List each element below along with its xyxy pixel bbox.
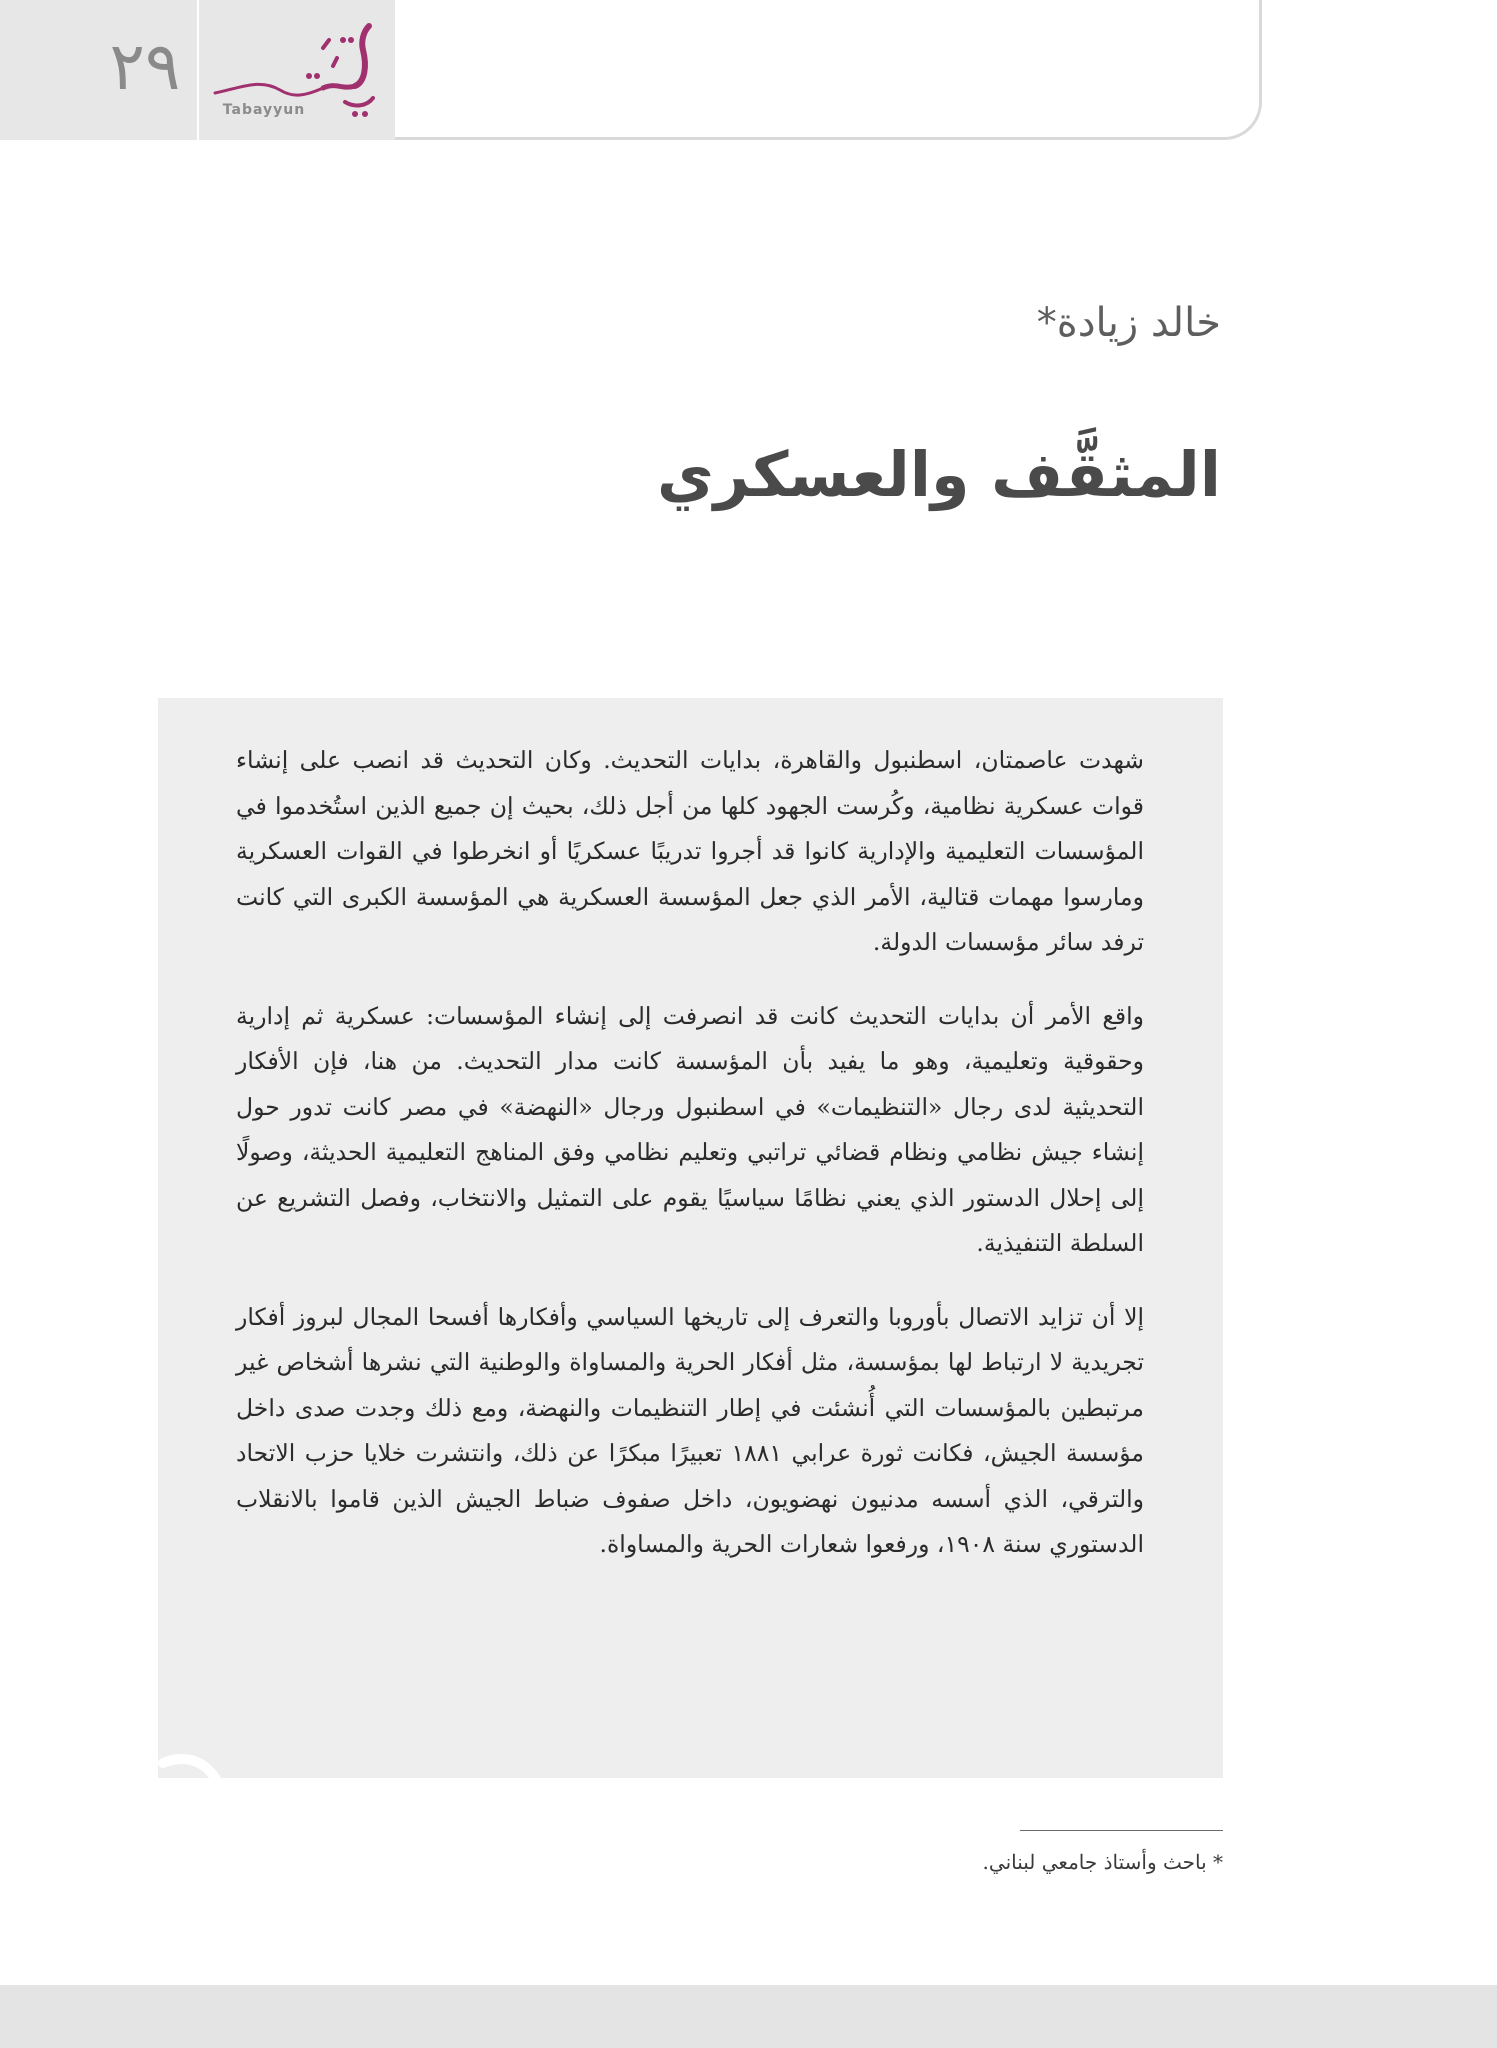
abstract-paragraph-2: واقع الأمر أن بدايات التحديث كانت قد انصرفت إلى إنشاء المؤسسات: عسكرية ثم إدارية وحقوقية وتعليمية، وهو ما يفيد بأن المؤسسة كانت مدار التحديث. من هنا، فإن الأفكار التحديثية لدى رجال «التنظيمات» في اسطنبول ورجال «النهضة» في مصر كانت تدور حول إنشاء جيش نظامي ونظام قضائي تراتبي وتعليم نظامي وفق المناهج التعليمية الحديثة، وصولًا إلى إحلال الدستور الذي يعني نظامًا سياسيًا يقوم على التمثيل والانتخاب، وفصل التشريع عن السلطة التنفيذية.	[236, 1001, 1144, 1257]
abstract-paragraph-1: شهدت عاصمتان، اسطنبول والقاهرة، بدايات التحديث. وكان التحديث قد انصب على إنشاء قوات عسكرية نظامية، وكُرست الجهود كلها من أجل ذلك، بحيث إن جميع الذين استُخدموا في المؤسسات التعليمية والإدارية كانوا قد أجروا تدريبًا عسكريًا أو انخرطوا في القوات العسكرية ومارسوا مهمات قتالية، الأمر الذي جعل المؤسسة العسكرية هي المؤسسة الكبرى التي كانت ترفد سائر مؤسسات الدولة.	[236, 746, 1144, 956]
logo-latin-text: Tabayyun	[222, 102, 306, 118]
abstract-box	[158, 698, 1223, 1778]
abstract-paragraph-3: إلا أن تزايد الاتصال بأوروبا والتعرف إلى تاريخها السياسي وأفكارها أفسحا المجال لبروز أفكار تجريدية لا ارتباط لها بمؤسسة، مثل أفكار الحرية والمساواة والوطنية التي نشرها أشخاص غير مرتبطين بالمؤسسات التي أُنشئت في إطار التنظيمات والنهضة، ومع ذلك وجدت صدى داخل مؤسسة الجيش، فكانت ثورة عرابي ١٨٨١ تعبيرًا مبكرًا عن ذلك، وانتشرت خلايا حزب الاتحاد والترقي، الذي أسسه مدنيون نهضويون، داخل صفوف ضباط الجيش الذين قاموا بالانقلاب الدستوري سنة ١٩٠٨، ورفعوا شعارات الحرية والمساواة.	[236, 1302, 1144, 1558]
header-divider	[197, 0, 199, 140]
watermark-logo-icon	[158, 1743, 228, 1863]
author-name: خالد زيادة*	[1036, 300, 1221, 346]
header-block	[0, 0, 395, 140]
page-number: ٢٩	[109, 28, 181, 105]
footnote: * باحث وأستاذ جامعي لبناني.	[982, 1850, 1223, 1874]
article-title: المثقَّف والعسكري	[656, 438, 1221, 511]
bottom-bar	[0, 1985, 1497, 2048]
tabayyun-logo	[205, 18, 385, 128]
footnote-rule	[1020, 1830, 1223, 1831]
abstract-text	[236, 738, 1144, 1596]
